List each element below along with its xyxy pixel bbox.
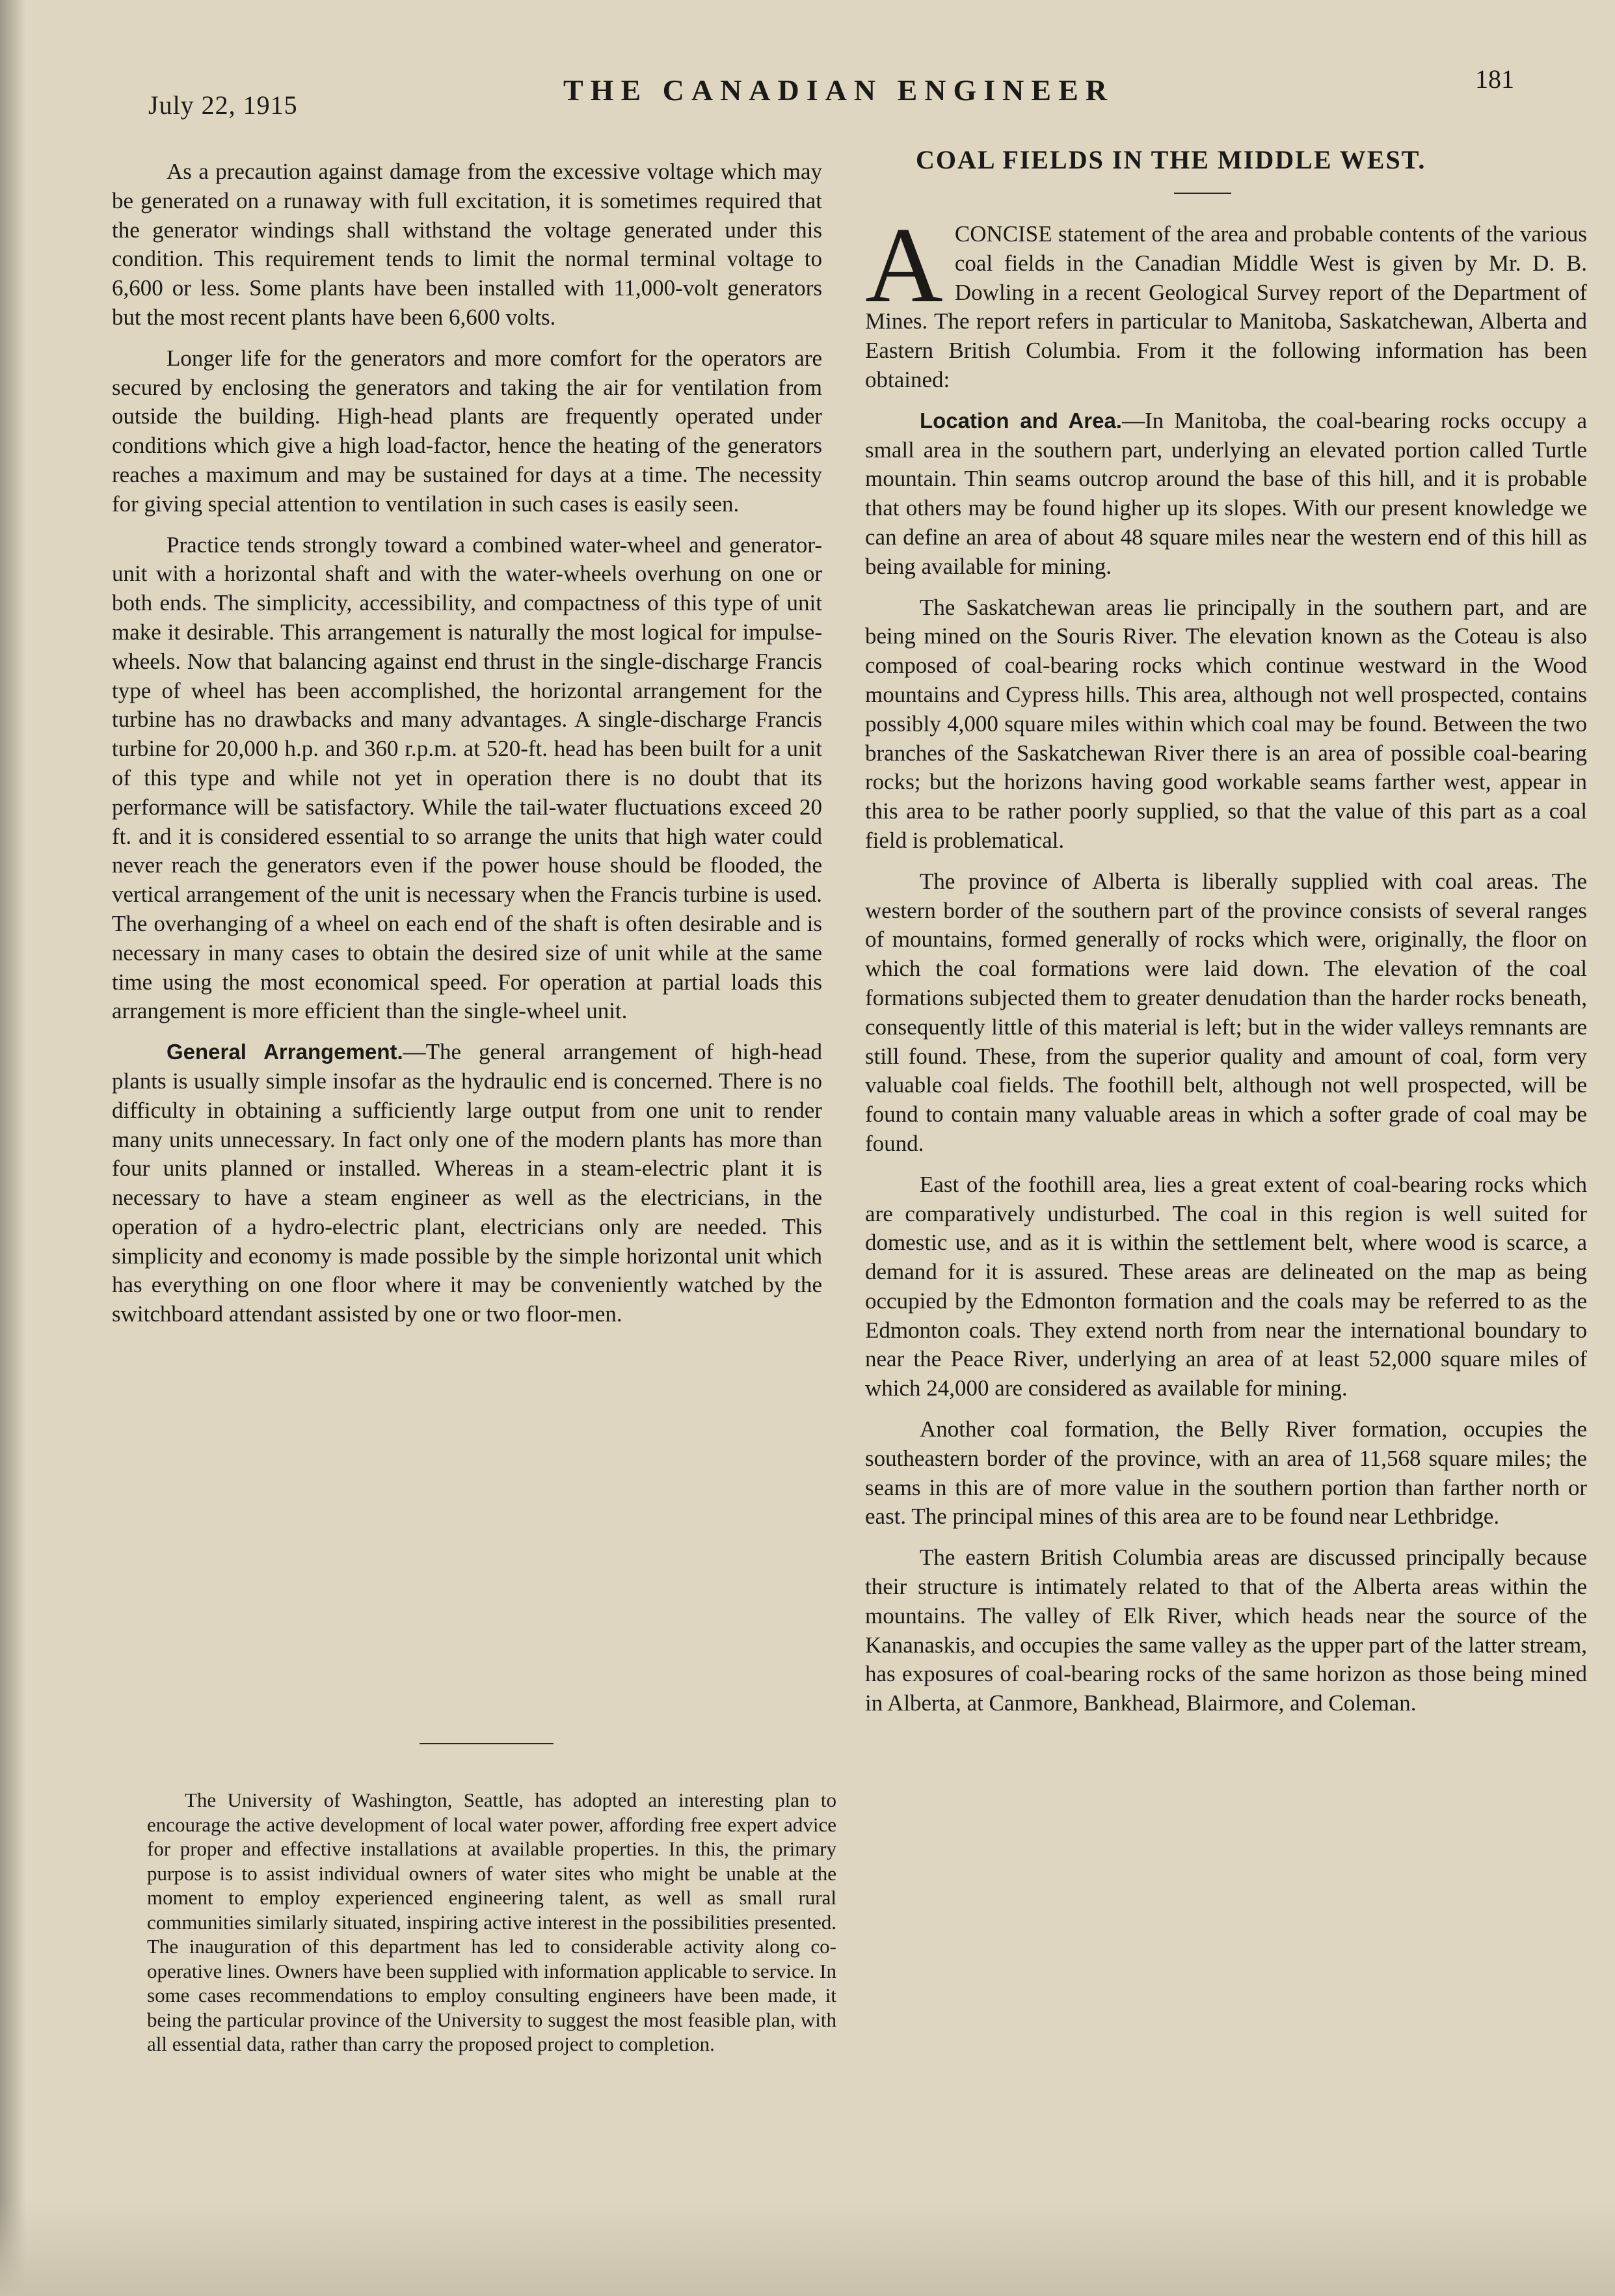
title-underline	[1174, 193, 1231, 194]
right-column	[865, 205, 1587, 1718]
section-divider	[420, 1743, 554, 1744]
paragraph-location-area	[865, 407, 1587, 582]
note-text: The University of Washington, Seattle, has adopted an interesting plan to encourage the active development of local water power, affording free expert advice for proper and effective installations at available properties. In this, the primary purpose is to assist individual owners of water sites who might be unable at the moment to employ experienced engineering talent, as well as small rural communities similarly situated, inspiring active interest in the possibilities presented. The inauguration of this department has led to considerable activity along co-operative lines. Owners have been supplied with information applicable to service. In some cases recommendations to employ consulting engineers have been made, it being the particular province of the University to suggest the most feasible plan, with all essential data, rather than carry the proposed project to completion.	[147, 1789, 836, 2055]
paragraph-belly-river: Another coal formation, the Belly River formation, occupies the southeastern border of the province, with an area of 11,568 square miles; the seams in this are of more value in the southern portion than farther north or east. The principal mines of this area are to be found near Lethbridge.	[865, 1416, 1587, 1530]
paragraph-saskatchewan: The Saskatchewan areas lie principally in the southern part, and are being mined on the Souris River. The elevation known as the Coteau is also composed of coal-bearing rocks which continue westward in the Wood mountains and Cypress hills. This area, although not well prospected, contains possibly 4,000 square miles within which coal may be found. Between the two branches of the Saskatchewan River there is an area of possible coal-bearing rocks; but the horizons having good workable seams farther west, appear in this area to be rather poorly supplied, so that the value of this part as a coal field is problematical.	[865, 594, 1587, 853]
paragraph-location-area-text: —In Manitoba, the coal-bearing rocks occupy a small area in the southern part, underlying an elevated portion called Turtle mountain. Thin seams outcrop around the base of this hill, and it is probable that others may be found higher up its slopes. With our present knowledge we can define an area of about 48 square miles near the western end of this hill as being available for mining.	[865, 407, 1587, 579]
left-column	[112, 157, 822, 1329]
paragraph-general-arrangement	[112, 1038, 822, 1329]
paragraph-ventilation: Longer life for the generators and more comfort for the operators are secured by enclosing the generators and taking the air for ventilation from outside the building. High-head plants are frequently operated under conditions which give a high load-factor, hence the heating of the generators reaches a maximum and may be sustained for days at a time. The necessity for giving special attention to ventilation in such cases is easily seen.	[112, 345, 822, 517]
paragraph-intro	[865, 205, 1587, 395]
paragraph-general-arrangement-text: —The general arrangement of high-head plants is usually simple insofar as the hydraulic end is concerned. There is no difficulty in obtaining a sufficiently large output from one unit to render many units unnecessary. In fact only one of the modern plants has more than four units planned or installed. Whereas in a steam-electric plant it is necessary to have a steam engineer as well as the electricians, in the operation of a hydro-electric plant, electricians only are needed. This simplicity and economy is made possible by the simple horizontal unit which has everything on one floor where it may be conveniently watched by the switchboard attendant assisted by one or two floor-men.	[112, 1039, 823, 1327]
issue-date: July 22, 1915	[148, 90, 298, 120]
page-bottom-shadow	[0, 2199, 1615, 2296]
section-heading-general-arrangement: General Arrangement.	[167, 1040, 403, 1064]
paragraph-horizontal-units: Practice tends strongly toward a combined water-wheel and generator-unit with a horizontal shaft and with the water-wheels overhung on one or both ends. The simplicity, accessibility, and compactness of this type of unit make it desirable. This arrangement is naturally the most logical for impulse-wheels. Now that balancing against end thrust in the single-discharge Francis type of wheel has been accomplished, the horizontal arrangement for the turbine has no drawbacks and many advantages. A single-discharge Francis turbine for 20,000 h.p. and 360 r.p.m. at 520-ft. head has been built for a unit of this type and while not yet in operation there is no doubt that its performance will be satisfactory. While the tail-water fluctuations exceed 20 ft. and it is considered essential to so arrange the units that high water could never reach the generators even if the power house should be flooded, the vertical arrangement of the unit is necessary when the Francis turbine is used. The overhanging of a wheel on each end of the shaft is often desirable and is necessary in many cases to obtain the desired size of unit while at the same time using the most economical speed. For operation at partial loads this arrangement is more efficient than the single-wheel unit.	[112, 532, 822, 1024]
drop-cap: A	[865, 205, 943, 325]
paragraph-voltage: As a precaution against damage from the excessive voltage which may be generated on a runaway with full excitation, it is sometimes required that the generator windings shall withstand the voltage generated under this condition. This requirement tends to limit the normal terminal voltage to 6,600 or less. Some plants have been installed with 11,000-volt generators but the most recent plants have been 6,600 volts.	[112, 159, 822, 330]
paragraph-intro-text: CONCISE statement of the area and probable contents of the various coal fields in the Canadian Middle West is given by Mr. D. B. Dowling in a recent Geological Survey report of the Department of Mines. The report refers in particular to Manitoba, Saskatchewan, Alberta and Eastern British Columbia. From it the following information has been obtained:	[865, 221, 1587, 392]
section-heading-location-area: Location and Area.	[920, 408, 1122, 433]
paragraph-edmonton: East of the foothill area, lies a great extent of coal-bearing rocks which are comparatively undisturbed. The coal in this region is well suited for domestic use, and as it is within the settlement belt, where wood is scarce, a demand for it is assured. These areas are delineated on the map as being occupied by the Edmonton formation and the coals may be referred to as the Edmonton coals. They extend north from near the international boundary to near the Peace River, underlying an area of at least 52,000 square miles of which 24,000 are considered as available for mining.	[865, 1171, 1587, 1401]
university-note	[147, 1788, 836, 2057]
article-title: COAL FIELDS IN THE MIDDLE WEST.	[916, 145, 1426, 174]
journal-title: THE CANADIAN ENGINEER	[563, 74, 1114, 107]
page-gutter-shadow	[0, 0, 26, 2296]
paragraph-alberta: The province of Alberta is liberally supplied with coal areas. The western border of the southern part of the province consists of several ranges of mountains, formed generally of rocks which were, originally, the floor on which the coal formations were laid down. The elevation of the coal formations subjected them to greater denudation than the harder rocks beneath, consequently little of this material is left; but in the wider valleys remnants are still found. These, from the superior quality and amount of coal, form very valuable coal fields. The foothill belt, although not well prospected, will be found to contain many valuable areas in which a softer grade of coal may be found.	[865, 868, 1587, 1156]
page-number: 181	[1475, 64, 1514, 94]
paragraph-british-columbia: The eastern British Columbia areas are discussed principally because their structure is intimately related to that of the Alberta areas within the mountains. The valley of Elk River, which heads near the source of the Kananaskis, and occupies the same valley as the upper part of the latter stream, has exposures of coal-bearing rocks of the same horizon as those being mined in Alberta, at Canmore, Bankhead, Blairmore, and Coleman.	[865, 1545, 1587, 1716]
